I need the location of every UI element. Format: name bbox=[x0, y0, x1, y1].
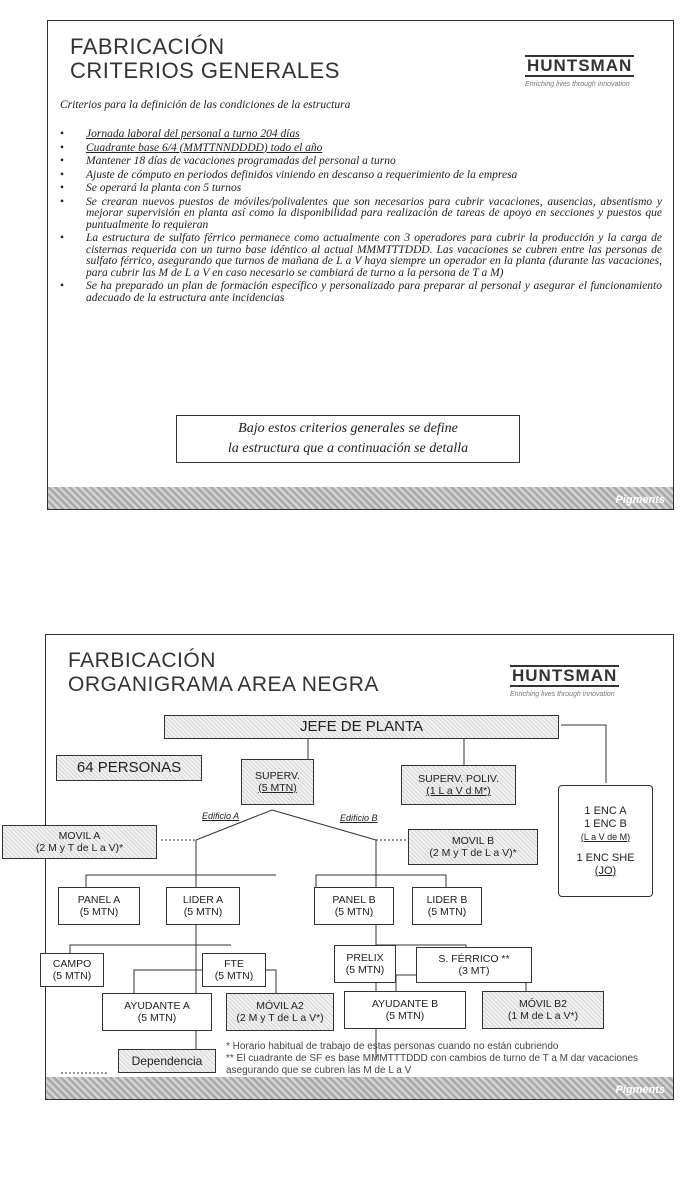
box-label: PANEL A bbox=[77, 894, 121, 906]
superv-box bbox=[241, 759, 314, 805]
box-label: 1 ENC SHE bbox=[576, 851, 635, 864]
bullet-text: Cuadrante base 6/4 (MMTTNNDDDD) todo el año bbox=[86, 141, 323, 154]
conclusion-line-1: Bajo estos criterios generales se define bbox=[238, 421, 458, 436]
slide-criterios-generales bbox=[47, 20, 674, 510]
box-label: S. FÉRRICO ** bbox=[438, 953, 510, 965]
legend-label: Dependencia bbox=[131, 1054, 203, 1068]
box-label: MÓVIL B2 bbox=[518, 998, 568, 1010]
box-label: MOVIL B bbox=[451, 835, 495, 847]
title-line-2: CRITERIOS GENERALES bbox=[70, 58, 340, 83]
box-sub: (2 M y T de L a V)* bbox=[35, 842, 124, 854]
box-sub: (1 L a V d M*) bbox=[426, 785, 491, 797]
bullet-text: Jornada laboral del personal a turno 204 días bbox=[86, 128, 300, 140]
box-sub: (5 MTN) bbox=[385, 1010, 425, 1022]
panel-b-box bbox=[314, 887, 394, 925]
title-line-2: ORGANIGRAMA AREA NEGRA bbox=[68, 673, 379, 696]
list-item bbox=[54, 143, 662, 155]
box-label: LIDER B bbox=[426, 894, 468, 906]
list-item bbox=[54, 129, 662, 141]
box-sub: (5 MTN) bbox=[214, 970, 254, 982]
huntsman-logo: HUNTSMAN bbox=[512, 666, 618, 685]
legend-dependencia bbox=[118, 1049, 216, 1073]
title-line-1: FARBICACIÓN bbox=[68, 649, 216, 672]
box-sub: (2 M y T de L a V*) bbox=[236, 1012, 324, 1024]
box-sub: (1 M de L a V*) bbox=[507, 1010, 579, 1022]
list-item bbox=[54, 170, 662, 182]
bullet-text: La estructura de sulfato férrico permanece como actualmente con 3 operadores para cubrir la producción y la carga de cisternas requerida con un turno base idéntico al actual MMMTTTDDD. Las vacaciones se cubren entre las personas de sulfato férrico, asegurando que turnos de mañana de L a V haya siempre un operador en la planta (durante las vacaciones, para cubrir las M de L a V en caso necesario se cambiará de turno a la persona de T a M) bbox=[86, 232, 662, 279]
conclusion-line-2: la estructura que a continuación se detalla bbox=[227, 441, 469, 456]
campo-box bbox=[40, 953, 104, 987]
list-item bbox=[54, 233, 662, 279]
footnotes bbox=[226, 1041, 660, 1077]
list-item bbox=[54, 281, 662, 304]
box-label: JEFE DE PLANTA bbox=[299, 718, 424, 735]
box-label: LIDER A bbox=[182, 894, 224, 906]
encargados-box bbox=[558, 785, 653, 897]
bullet-text: Mantener 18 días de vacaciones programadas del personal a turno bbox=[86, 155, 396, 167]
jefe-de-planta-box bbox=[164, 715, 559, 739]
edificio-b-label: Edificio B bbox=[340, 813, 378, 823]
box-label: 1 ENC A bbox=[584, 804, 627, 817]
box-label: PRELIX bbox=[346, 952, 384, 964]
box-sub: (L a V de M) bbox=[580, 831, 631, 842]
huntsman-logo: HUNTSMAN bbox=[527, 56, 633, 75]
box-label: 1 ENC B bbox=[584, 817, 627, 830]
box-label: AYUDANTE A bbox=[124, 1000, 190, 1012]
ayudante-b-box bbox=[344, 991, 466, 1029]
bullet-text: Se operará la planta con 5 turnos bbox=[86, 182, 242, 194]
movil-a-box bbox=[2, 825, 157, 859]
box-label: CAMPO bbox=[52, 958, 92, 970]
slide-organigrama bbox=[35, 634, 674, 1100]
lider-b-box bbox=[412, 887, 482, 925]
fte-box bbox=[202, 953, 266, 987]
panel-a-box bbox=[58, 887, 140, 925]
bullet-text: Ajuste de cómputo en periodos definidos viniendo en descanso a requerimiento de la empresa bbox=[86, 168, 518, 181]
pigments-logo: Pigments bbox=[615, 1084, 665, 1096]
box-sub: (5 MTN) bbox=[183, 906, 223, 918]
superv-poliv-box bbox=[401, 765, 516, 805]
intro-text: Criterios para la definición de las condiciones de la estructura bbox=[60, 99, 351, 111]
bullet-text: Se ha preparado un plan de formación específico y personalizado para preparar al personal y asegurar el funcionamiento adecuado de la estructura ante incidencias bbox=[86, 280, 662, 304]
box-sub: (5 MTN) bbox=[258, 782, 297, 794]
bullet-text: Se crearan nuevos puestos de móviles/polivalentes que son necesarios para cubrir vacaciones, ausencias, absentismo y mejorar supervisión en planta así como la disponibilidad para realización de tareas de apoyo en secciones y puestos que puntualmente lo requieran bbox=[86, 195, 662, 231]
box-sub: (3 MT) bbox=[458, 965, 490, 977]
slide-footer bbox=[48, 487, 673, 509]
box-label: AYUDANTE B bbox=[371, 998, 439, 1010]
slide-footer bbox=[46, 1077, 673, 1099]
box-label: 64 PERSONAS bbox=[76, 759, 182, 776]
box-label: SUPERV. POLIV. bbox=[418, 773, 499, 785]
title-line-1: FABRICACIÓN bbox=[70, 34, 225, 59]
movil-b2-box bbox=[482, 991, 604, 1029]
s-ferrico-box bbox=[416, 947, 532, 983]
criteria-list bbox=[54, 129, 662, 306]
ayudante-a-box bbox=[102, 993, 212, 1031]
box-sub: (5 MTN) bbox=[345, 964, 385, 976]
list-item bbox=[54, 183, 662, 195]
box-sub: (5 MTN) bbox=[427, 906, 467, 918]
slide-title bbox=[70, 35, 340, 83]
logo-tagline: Enriching lives through innovation bbox=[525, 81, 630, 88]
pigments-logo: Pigments bbox=[615, 494, 665, 506]
box-label: MÓVIL A2 bbox=[256, 1000, 304, 1012]
edificio-a-label: Edificio A bbox=[202, 811, 240, 821]
movil-a2-box bbox=[226, 993, 334, 1031]
box-sub: (5 MTN) bbox=[52, 970, 92, 982]
box-label: SUPERV. bbox=[255, 770, 300, 782]
box-sub: (2 M y T de L a V)* bbox=[429, 847, 517, 859]
list-item bbox=[54, 197, 662, 232]
box-sub: (5 MTN) bbox=[334, 906, 374, 918]
list-item bbox=[54, 156, 662, 168]
footnote-2: ** El cuadrante de SF es base MMMTTTDDD con cambios de turno de T a M dar vacaciones asegurando que se cubren las M de L a V bbox=[226, 1053, 639, 1076]
box-sub: (5 MTN) bbox=[137, 1012, 177, 1024]
box-label: FTE bbox=[224, 958, 244, 970]
conclusion-box bbox=[176, 415, 520, 463]
box-label: MOVIL A bbox=[58, 830, 101, 842]
box-sub: (JO) bbox=[594, 864, 617, 877]
box-sub: (5 MTN) bbox=[79, 906, 119, 918]
movil-b-box bbox=[408, 829, 538, 865]
prelix-box bbox=[334, 945, 396, 983]
footnote-1: * Horario habitual de trabajo de estas personas cuando no están cubriendo bbox=[226, 1041, 559, 1052]
box-label: PANEL B bbox=[332, 894, 376, 906]
lider-a-box bbox=[166, 887, 240, 925]
headcount-box bbox=[56, 755, 202, 781]
logo-tagline: Enriching lives through innovation bbox=[510, 691, 615, 698]
